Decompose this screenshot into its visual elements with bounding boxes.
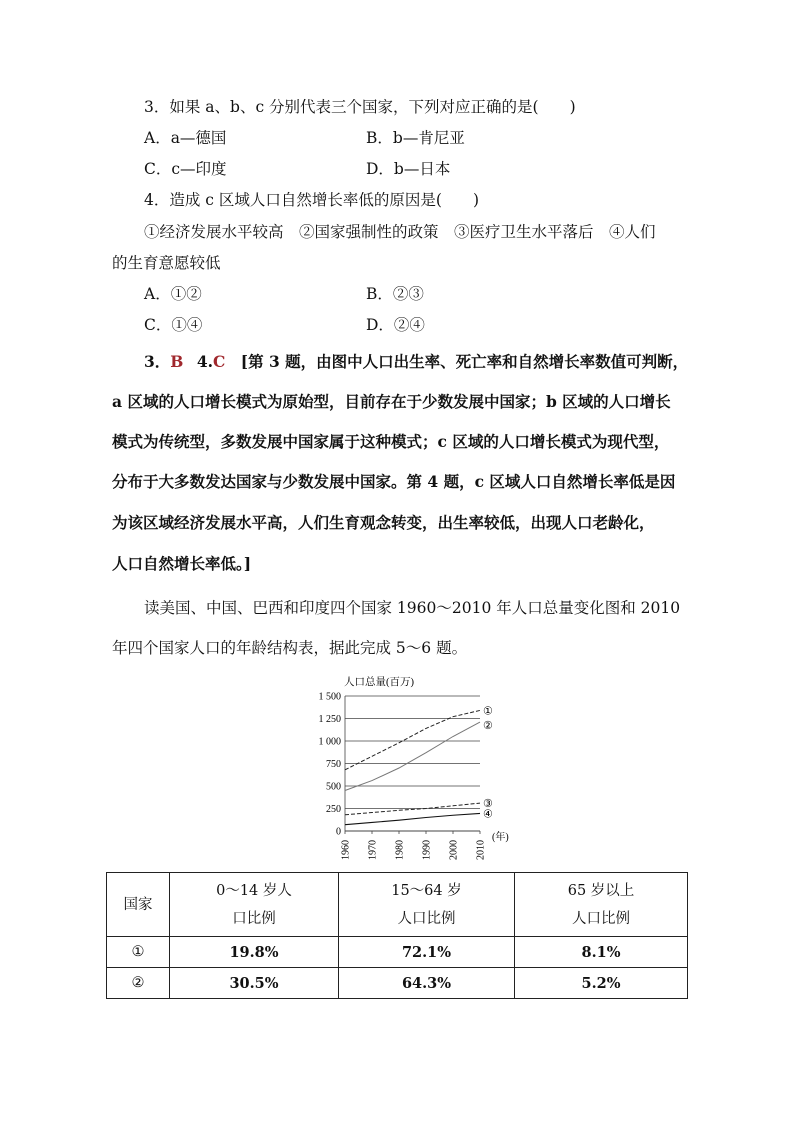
chart-ytick-label: 1 000 — [318, 736, 341, 748]
q4-option-a: A．①② — [144, 285, 202, 303]
intro-line-2: 年四个国家人口的年龄结构表，据此完成 5～6 题。 — [112, 639, 468, 657]
table-cell-country: ② — [107, 968, 170, 999]
answer-line-5: 为该区域经济发展水平高，人们生育观念转变，出生率较低，出现人口老龄化， — [112, 513, 655, 532]
q3-option-d: D．b—日本 — [366, 160, 451, 178]
table-header-row — [107, 873, 688, 937]
answer-line-4: 分布于大多数发达国家与少数发展中国家。第 4 题，c 区域人口自然增长率低是因 — [112, 472, 676, 491]
table-row — [107, 937, 688, 968]
chart-series-line — [345, 813, 480, 824]
intro-line-1: 读美国、中国、巴西和印度四个国家 1960～2010 年人口总量变化图和 2010 — [144, 599, 681, 617]
chart-xtick-label: 1970 — [367, 840, 379, 860]
q4-option-c: C．①④ — [144, 316, 203, 334]
chart-ytick-label: 0 — [336, 826, 341, 838]
chart-ytick-label: 250 — [326, 804, 341, 815]
table-cell: 30.5% — [170, 968, 339, 999]
table-header-age-0-14: 0～14 岁人 口比例 — [170, 873, 339, 937]
table-cell: 5.2% — [515, 968, 688, 999]
population-line-chart — [300, 670, 530, 860]
answer-line-2: a 区域的人口增长模式为原始型，目前存在于少数发展中国家；b 区域的人口增长 — [112, 392, 671, 411]
table-cell: 72.1% — [339, 937, 515, 968]
chart-xtick-label: 2000 — [448, 840, 460, 860]
q4-choices-line2: 的生育意愿较低 — [112, 254, 221, 272]
chart-ytick-label: 1 250 — [318, 714, 341, 725]
answer-q3-letter: B — [170, 352, 184, 371]
q3-option-b: B．b—肯尼亚 — [366, 129, 465, 147]
chart-ytick-label: 500 — [326, 781, 341, 793]
answer-line-6: 人口自然增长率低。] — [112, 554, 252, 573]
chart-x-unit: (年) — [492, 832, 509, 843]
chart-xtick-label: 1960 — [340, 840, 352, 860]
table-cell: 8.1% — [515, 937, 688, 968]
q4-option-d: D．②④ — [366, 316, 425, 334]
table-header-country: 国家 — [107, 873, 170, 937]
answer-q4-number: 4. — [196, 352, 213, 371]
answer-line-3: 模式为传统型，多数发展中国家属于这种模式；c 区域的人口增长模式为现代型， — [112, 432, 670, 451]
chart-xtick-label: 1980 — [394, 840, 406, 860]
chart-series-label: ① — [483, 705, 493, 718]
q4-stem: 4．造成 c 区域人口自然增长率低的原因是( ) — [144, 191, 479, 209]
chart-series-label: ③ — [483, 798, 493, 811]
chart-ytick-label: 750 — [326, 759, 341, 770]
chart-series-label: ② — [483, 720, 493, 733]
answer-q3-number: 3． — [144, 352, 171, 371]
q3-option-a: A．a—德国 — [144, 129, 227, 147]
table-row — [107, 968, 688, 999]
chart-xtick-label: 2010 — [475, 840, 487, 860]
table-cell: 64.3% — [339, 968, 515, 999]
q4-option-b: B．②③ — [366, 285, 424, 303]
age-structure-table — [106, 872, 688, 999]
chart-series-label: ④ — [483, 808, 493, 821]
q3-stem: 3．如果 a、b、c 分别代表三个国家，下列对应正确的是( ) — [144, 98, 576, 116]
table-cell: 19.8% — [170, 937, 339, 968]
chart-series-line — [345, 722, 480, 790]
table-cell-country: ① — [107, 937, 170, 968]
q3-option-c: C．c—印度 — [144, 160, 227, 178]
q4-choices-line1: ①经济发展水平较高 ②国家强制性的政策 ③医疗卫生水平落后 ④人们 — [144, 223, 656, 241]
answer-text-1: [第 3 题，由图中人口出生率、死亡率和自然增长率数值可判断， — [240, 352, 689, 371]
chart-ylabel: 人口总量(百万) — [344, 677, 414, 688]
table-header-age-65-plus: 65 岁以上 人口比例 — [515, 873, 688, 937]
chart-series-line — [345, 803, 480, 815]
answer-q4-letter: C — [213, 352, 226, 371]
answer-line-1 — [144, 352, 688, 372]
chart-xtick-label: 1990 — [421, 840, 433, 860]
table-header-age-15-64: 15～64 岁 人口比例 — [339, 873, 515, 937]
chart-ytick-label: 1 500 — [318, 691, 341, 703]
